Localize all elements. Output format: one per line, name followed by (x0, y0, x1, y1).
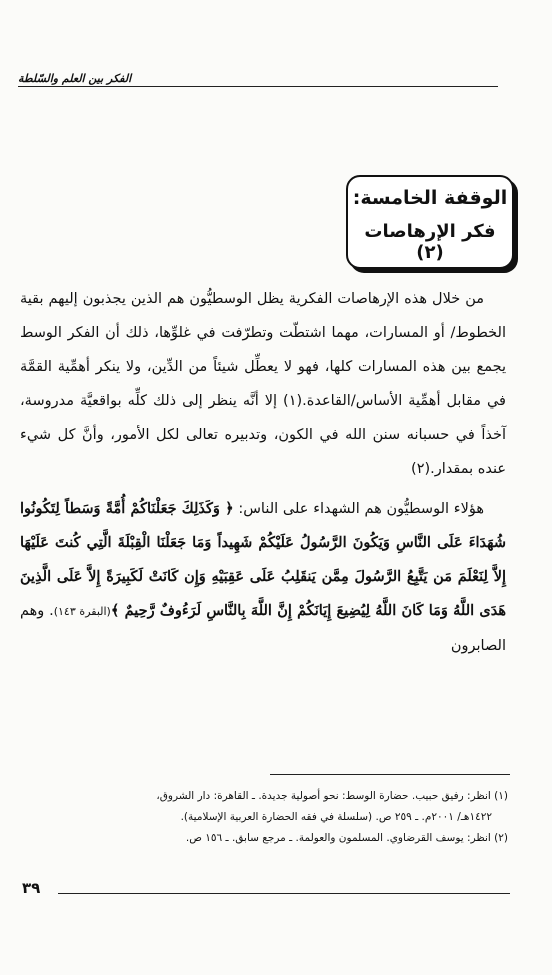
footnote-1: (١) انظر: رفيق حبيب. حضارة الوسط: نحو أصولية جديدة. ـ القاهرة: دار الشروق، (156, 790, 508, 802)
footnotes (22, 786, 508, 849)
footnote-divider (270, 774, 510, 775)
paragraph-2-intro: هؤلاء الوسطيُّون هم الشهداء على الناس: (238, 501, 484, 517)
section-subtitle: فكر الإرهاصات (٢) (364, 221, 496, 263)
running-header: الفكر بين العلم والسّلطة (18, 72, 132, 85)
footnote-1-continued: ١٤٢٢هـ/ ٢٠٠١م. ـ ٢٥٩ ص. (سلسلة في فقه الحضارة العربية الإسلامية). (180, 811, 492, 823)
section-heading-box (346, 175, 514, 269)
paragraph-1: من خلال هذه الإرهاصات الفكرية يظل الوسطيُّون هم الذين يجذبون إليهم بقية الخطوط/ أو المسارات، مهما اشتطّت وتطرّفت في غلوِّها، ذلك أن الفكر الوسط يجمع بين هذه المسارات كلها، فهو لا يعطِّل شيئاً من الدِّين، ولا ينكر أهمِّية القمَّة في مقابل أهمِّية الأساس/القاعدة.(١) إلا أنَّه ينظر إلى ذلك كلِّه بواقعيَّة مدروسة، آخذاً في حسبانه سنن الله في الكون، وتدبيره تعالى لكل الأمور، وأنَّ كل شيء عنده بمقدار.(٢) (20, 291, 506, 477)
verse-reference: (البقرة ١٤٣) (53, 605, 111, 618)
body-text (20, 282, 506, 663)
section-title: الوقفة الخامسة: (352, 187, 508, 209)
page-number: ٣٩ (22, 879, 41, 897)
header-divider (18, 86, 498, 87)
paragraph-2-tail: . وهم الصابرون (20, 603, 506, 654)
footnote-2: (٢) انظر: يوسف القرضاوي. المسلمون والعولمة. ـ مرجع سابق. ـ ١٥٦ ص. (185, 832, 508, 844)
paragraph-2 (20, 492, 506, 663)
quran-verse: ﴿ وَكَذَلِكَ جَعَلْنَاكُمْ أُمَّةً وَسَطاً لِتَكُونُوا شُهَدَاءَ عَلَى النَّاسِ وَيَكُونَ الرَّسُولُ عَلَيْكُمْ شَهِيداً وَمَا جَعَلْنَا الْقِبْلَةَ الَّتِي كُنتَ عَلَيْهَا إِلاَّ لِنَعْلَمَ مَن يَتَّبِعُ الرَّسُولَ مِمَّن يَنقَلِبُ عَلَى عَقِبَيْهِ وَإِن كَانَتْ لَكَبِيرَةً إِلاَّ عَلَى الَّذِينَ هَدَى اللَّهُ وَمَا كَانَ اللَّهُ لِيُضِيعَ إِيَانَكُمْ إِنَّ اللَّهَ بِالنَّاسِ لَرَءُوفٌ رَّحِيمٌ ﴾ (20, 500, 506, 619)
footer-divider (58, 893, 510, 894)
